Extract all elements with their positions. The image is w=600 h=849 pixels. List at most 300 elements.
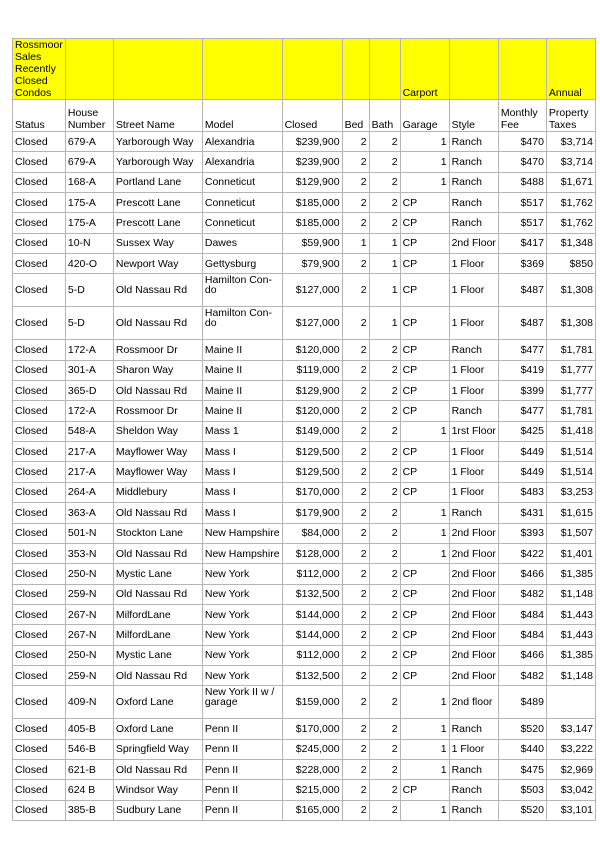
cell-garage: CP: [400, 213, 449, 233]
cell-model: Conneticut: [202, 213, 282, 233]
table-row: [13, 360, 596, 380]
cell-status: Closed: [13, 421, 66, 441]
cell-property-taxes: $1,308: [546, 274, 595, 307]
cell-closed-price: $120,000: [282, 340, 342, 360]
table-row: [13, 442, 596, 462]
cell-status: Closed: [13, 800, 66, 820]
cell-model: Penn II: [202, 719, 282, 739]
cell-bath: 2: [369, 462, 400, 482]
cell-property-taxes: $1,148: [546, 665, 595, 685]
col-street-name: Street Name: [113, 100, 202, 132]
cell-model: Maine II: [202, 360, 282, 380]
cell-closed-price: $165,000: [282, 800, 342, 820]
cell-bath: 2: [369, 132, 400, 152]
cell-garage: CP: [400, 584, 449, 604]
cell-style: 1rst Floor: [449, 421, 498, 441]
cell-bath: 2: [369, 523, 400, 543]
cell-property-taxes: [546, 686, 595, 719]
cell-house-number: 264-A: [65, 482, 113, 502]
table-row: [13, 421, 596, 441]
table-row: [13, 340, 596, 360]
title-cell: Rossmoor Sales Recently Closed Condos: [13, 39, 66, 100]
table-row: [13, 172, 596, 192]
cell-house-number: 353-N: [65, 543, 113, 563]
cell-closed-price: $79,900: [282, 254, 342, 274]
cell-monthly-fee: $419: [498, 360, 546, 380]
cell-bed: 2: [342, 152, 369, 172]
cell-house-number: 420-O: [65, 254, 113, 274]
cell-property-taxes: $3,101: [546, 800, 595, 820]
cell-garage: CP: [400, 442, 449, 462]
cell-bed: 2: [342, 584, 369, 604]
cell-garage: CP: [400, 307, 449, 340]
cell-street-name: Sussex Way: [113, 233, 202, 253]
cell-bath: 2: [369, 604, 400, 624]
cell-property-taxes: $1,781: [546, 340, 595, 360]
cell-status: Closed: [13, 686, 66, 719]
cell-bed: 2: [342, 800, 369, 820]
cell-style: 2nd Floor: [449, 543, 498, 563]
cell-house-number: 679-A: [65, 132, 113, 152]
cell-bed: 2: [342, 442, 369, 462]
cell-monthly-fee: $488: [498, 172, 546, 192]
cell-monthly-fee: $470: [498, 152, 546, 172]
cell-street-name: Newport Way: [113, 254, 202, 274]
cell-garage: CP: [400, 401, 449, 421]
cell-style: Ranch: [449, 719, 498, 739]
cell-street-name: Mayflower Way: [113, 442, 202, 462]
cell-model: Gettysburg: [202, 254, 282, 274]
cell-bath: 2: [369, 665, 400, 685]
cell-monthly-fee: $369: [498, 254, 546, 274]
cell-closed-price: $144,000: [282, 604, 342, 624]
cell-bed: 2: [342, 421, 369, 441]
table-row: [13, 401, 596, 421]
table-row: [13, 686, 596, 719]
table-row: [13, 800, 596, 820]
col-monthly-fee: Monthly Fee: [498, 100, 546, 132]
cell-status: Closed: [13, 739, 66, 759]
cell-style: 2nd Floor: [449, 523, 498, 543]
cell-property-taxes: $3,042: [546, 780, 595, 800]
cell-street-name: Stockton Lane: [113, 523, 202, 543]
cell-property-taxes: $2,969: [546, 759, 595, 779]
cell-street-name: Yarborough Way: [113, 132, 202, 152]
cell-garage: 1: [400, 543, 449, 563]
cell-style: 1 Floor: [449, 360, 498, 380]
cell-closed-price: $119,000: [282, 360, 342, 380]
carport-label: Carport: [400, 39, 449, 100]
table-row: [13, 233, 596, 253]
cell-property-taxes: $1,777: [546, 360, 595, 380]
cell-bath: 2: [369, 482, 400, 502]
cell-closed-price: $245,000: [282, 739, 342, 759]
cell-status: Closed: [13, 442, 66, 462]
cell-street-name: Middlebury: [113, 482, 202, 502]
cell-monthly-fee: $484: [498, 625, 546, 645]
cell-style: Ranch: [449, 759, 498, 779]
col-bath: Bath: [369, 100, 400, 132]
cell-street-name: Old Nassau Rd: [113, 584, 202, 604]
cell-garage: 1: [400, 172, 449, 192]
cell-bath: 2: [369, 213, 400, 233]
table-row: [13, 564, 596, 584]
cell-monthly-fee: $487: [498, 274, 546, 307]
cell-style: 1 Floor: [449, 442, 498, 462]
cell-closed-price: $127,000: [282, 307, 342, 340]
cell-garage: CP: [400, 193, 449, 213]
cell-closed-price: $112,000: [282, 564, 342, 584]
cell-status: Closed: [13, 482, 66, 502]
cell-status: Closed: [13, 152, 66, 172]
cell-bed: 2: [342, 307, 369, 340]
cell-garage: 1: [400, 739, 449, 759]
cell-bed: 2: [342, 543, 369, 563]
cell-monthly-fee: $484: [498, 604, 546, 624]
cell-bed: 2: [342, 739, 369, 759]
cell-status: Closed: [13, 719, 66, 739]
cell-house-number: 259-N: [65, 584, 113, 604]
cell-bath: 2: [369, 584, 400, 604]
cell-garage: CP: [400, 233, 449, 253]
table-row: [13, 152, 596, 172]
cell-bed: 2: [342, 759, 369, 779]
cell-house-number: 172-A: [65, 340, 113, 360]
cell-monthly-fee: $431: [498, 503, 546, 523]
cell-street-name: MilfordLane: [113, 604, 202, 624]
cell-property-taxes: $1,401: [546, 543, 595, 563]
cell-house-number: 679-A: [65, 152, 113, 172]
cell-status: Closed: [13, 193, 66, 213]
cell-bath: 2: [369, 780, 400, 800]
cell-model: Mass I: [202, 442, 282, 462]
table-row: [13, 274, 596, 307]
cell-garage: 1: [400, 686, 449, 719]
cell-house-number: 365-D: [65, 381, 113, 401]
cell-status: Closed: [13, 780, 66, 800]
cell-closed-price: $149,000: [282, 421, 342, 441]
cell-model: Hamilton Con-do: [202, 307, 282, 340]
cell-street-name: Oxford Lane: [113, 719, 202, 739]
cell-closed-price: $185,000: [282, 213, 342, 233]
cell-model: Maine II: [202, 340, 282, 360]
title-row: [13, 39, 596, 100]
cell-property-taxes: $3,253: [546, 482, 595, 502]
cell-bed: 2: [342, 462, 369, 482]
cell-garage: 1: [400, 503, 449, 523]
cell-street-name: Sharon Way: [113, 360, 202, 380]
cell-status: Closed: [13, 543, 66, 563]
table-row: [13, 665, 596, 685]
cell-bed: 2: [342, 254, 369, 274]
cell-garage: CP: [400, 462, 449, 482]
cell-bed: 2: [342, 780, 369, 800]
cell-house-number: 5-D: [65, 274, 113, 307]
cell-garage: CP: [400, 780, 449, 800]
cell-closed-price: $132,500: [282, 665, 342, 685]
cell-style: 1 Floor: [449, 274, 498, 307]
cell-bed: 2: [342, 482, 369, 502]
cell-house-number: 301-A: [65, 360, 113, 380]
cell-street-name: Sudbury Lane: [113, 800, 202, 820]
cell-closed-price: $239,900: [282, 152, 342, 172]
cell-closed-price: $129,500: [282, 442, 342, 462]
col-property-taxes: Property Taxes: [546, 100, 595, 132]
cell-status: Closed: [13, 381, 66, 401]
cell-model: New York: [202, 645, 282, 665]
table-row: [13, 132, 596, 152]
cell-status: Closed: [13, 462, 66, 482]
cell-house-number: 409-N: [65, 686, 113, 719]
cell-status: Closed: [13, 360, 66, 380]
cell-model: New York: [202, 584, 282, 604]
sales-table: [12, 38, 596, 821]
cell-monthly-fee: $466: [498, 645, 546, 665]
cell-model: Maine II: [202, 401, 282, 421]
cell-property-taxes: $1,777: [546, 381, 595, 401]
table-row: [13, 604, 596, 624]
cell-status: Closed: [13, 307, 66, 340]
cell-status: Closed: [13, 759, 66, 779]
cell-house-number: 259-N: [65, 665, 113, 685]
cell-model: New York: [202, 625, 282, 645]
col-garage: Garage: [400, 100, 449, 132]
cell-style: 1 Floor: [449, 307, 498, 340]
cell-street-name: Springfield Way: [113, 739, 202, 759]
cell-model: Penn II: [202, 800, 282, 820]
cell-house-number: 546-B: [65, 739, 113, 759]
cell-model: Conneticut: [202, 172, 282, 192]
cell-model: Mass 1: [202, 421, 282, 441]
cell-house-number: 175-A: [65, 193, 113, 213]
cell-bath: 2: [369, 686, 400, 719]
cell-property-taxes: $3,714: [546, 152, 595, 172]
cell-garage: CP: [400, 254, 449, 274]
cell-closed-price: $129,500: [282, 462, 342, 482]
cell-bath: 1: [369, 307, 400, 340]
cell-model: Alexandria: [202, 152, 282, 172]
cell-status: Closed: [13, 523, 66, 543]
cell-monthly-fee: $482: [498, 665, 546, 685]
cell-style: Ranch: [449, 780, 498, 800]
cell-property-taxes: $850: [546, 254, 595, 274]
cell-style: Ranch: [449, 340, 498, 360]
cell-house-number: 217-A: [65, 462, 113, 482]
cell-bath: 2: [369, 543, 400, 563]
cell-house-number: 250-N: [65, 645, 113, 665]
table-row: [13, 719, 596, 739]
cell-closed-price: $128,000: [282, 543, 342, 563]
cell-bath: 2: [369, 152, 400, 172]
cell-style: 2nd floor: [449, 686, 498, 719]
cell-monthly-fee: $393: [498, 523, 546, 543]
cell-closed-price: $228,000: [282, 759, 342, 779]
cell-house-number: 405-B: [65, 719, 113, 739]
cell-style: 2nd Floor: [449, 625, 498, 645]
cell-bed: 2: [342, 665, 369, 685]
cell-garage: 1: [400, 759, 449, 779]
cell-bath: 2: [369, 401, 400, 421]
cell-closed-price: $59,900: [282, 233, 342, 253]
cell-bath: 2: [369, 360, 400, 380]
cell-closed-price: $144,000: [282, 625, 342, 645]
cell-monthly-fee: $517: [498, 213, 546, 233]
cell-property-taxes: $1,507: [546, 523, 595, 543]
cell-street-name: Prescott Lane: [113, 213, 202, 233]
cell-street-name: Rossmoor Dr: [113, 340, 202, 360]
cell-bath: 2: [369, 759, 400, 779]
table-row: [13, 307, 596, 340]
cell-style: 2nd Floor: [449, 233, 498, 253]
cell-closed-price: $170,000: [282, 482, 342, 502]
cell-style: 1 Floor: [449, 381, 498, 401]
cell-status: Closed: [13, 401, 66, 421]
cell-monthly-fee: $466: [498, 564, 546, 584]
cell-monthly-fee: $422: [498, 543, 546, 563]
cell-house-number: 501-N: [65, 523, 113, 543]
cell-bed: 2: [342, 645, 369, 665]
cell-style: 2nd Floor: [449, 645, 498, 665]
cell-garage: 1: [400, 421, 449, 441]
cell-style: 2nd Floor: [449, 665, 498, 685]
col-bed: Bed: [342, 100, 369, 132]
cell-monthly-fee: $487: [498, 307, 546, 340]
cell-monthly-fee: $417: [498, 233, 546, 253]
cell-house-number: 548-A: [65, 421, 113, 441]
cell-bed: 1: [342, 233, 369, 253]
cell-monthly-fee: $483: [498, 482, 546, 502]
cell-street-name: Old Nassau Rd: [113, 381, 202, 401]
cell-street-name: Mayflower Way: [113, 462, 202, 482]
cell-style: Ranch: [449, 800, 498, 820]
table-row: [13, 482, 596, 502]
cell-house-number: 624 B: [65, 780, 113, 800]
table-row: [13, 254, 596, 274]
cell-model: Mass I: [202, 482, 282, 502]
cell-street-name: Windsor Way: [113, 780, 202, 800]
cell-property-taxes: $1,762: [546, 193, 595, 213]
cell-model: Penn II: [202, 759, 282, 779]
table-row: [13, 381, 596, 401]
cell-closed-price: $159,000: [282, 686, 342, 719]
cell-property-taxes: $1,308: [546, 307, 595, 340]
cell-house-number: 363-A: [65, 503, 113, 523]
cell-style: Ranch: [449, 132, 498, 152]
cell-closed-price: $129,900: [282, 381, 342, 401]
cell-bath: 2: [369, 442, 400, 462]
cell-garage: CP: [400, 604, 449, 624]
cell-street-name: Rossmoor Dr: [113, 401, 202, 421]
cell-property-taxes: $1,514: [546, 462, 595, 482]
table-row: [13, 503, 596, 523]
cell-street-name: Portland Lane: [113, 172, 202, 192]
cell-bath: 2: [369, 645, 400, 665]
cell-style: Ranch: [449, 152, 498, 172]
col-status: Status: [13, 100, 66, 132]
col-model: Model: [202, 100, 282, 132]
cell-status: Closed: [13, 254, 66, 274]
cell-bed: 2: [342, 274, 369, 307]
cell-street-name: Sheldon Way: [113, 421, 202, 441]
cell-model: Penn II: [202, 780, 282, 800]
cell-street-name: Mystic Lane: [113, 645, 202, 665]
table-row: [13, 739, 596, 759]
cell-model: Mass I: [202, 462, 282, 482]
cell-property-taxes: $1,762: [546, 213, 595, 233]
cell-bath: 2: [369, 719, 400, 739]
cell-house-number: 10-N: [65, 233, 113, 253]
cell-street-name: Old Nassau Rd: [113, 503, 202, 523]
cell-bath: 2: [369, 421, 400, 441]
table-row: [13, 645, 596, 665]
cell-bed: 2: [342, 604, 369, 624]
cell-property-taxes: $1,443: [546, 625, 595, 645]
cell-closed-price: $170,000: [282, 719, 342, 739]
cell-house-number: 172-A: [65, 401, 113, 421]
cell-house-number: 267-N: [65, 625, 113, 645]
cell-status: Closed: [13, 584, 66, 604]
cell-garage: CP: [400, 482, 449, 502]
cell-bed: 2: [342, 625, 369, 645]
cell-property-taxes: $1,514: [546, 442, 595, 462]
cell-property-taxes: $1,385: [546, 564, 595, 584]
cell-style: 2nd Floor: [449, 564, 498, 584]
cell-bed: 2: [342, 340, 369, 360]
cell-monthly-fee: $477: [498, 401, 546, 421]
cell-closed-price: $239,900: [282, 132, 342, 152]
cell-model: New York II w / garage: [202, 686, 282, 719]
cell-bath: 1: [369, 254, 400, 274]
cell-style: Ranch: [449, 213, 498, 233]
cell-street-name: Mystic Lane: [113, 564, 202, 584]
cell-style: 2nd Floor: [449, 584, 498, 604]
cell-monthly-fee: $449: [498, 442, 546, 462]
cell-street-name: Old Nassau Rd: [113, 665, 202, 685]
col-house-number: House Number: [65, 100, 113, 132]
cell-property-taxes: $1,781: [546, 401, 595, 421]
cell-style: 1 Floor: [449, 739, 498, 759]
cell-bath: 2: [369, 564, 400, 584]
cell-property-taxes: $3,222: [546, 739, 595, 759]
cell-model: Mass I: [202, 503, 282, 523]
cell-bed: 2: [342, 360, 369, 380]
table-row: [13, 462, 596, 482]
table-row: [13, 543, 596, 563]
cell-garage: CP: [400, 340, 449, 360]
cell-bath: 2: [369, 503, 400, 523]
cell-monthly-fee: $520: [498, 800, 546, 820]
annual-label: Annual: [546, 39, 595, 100]
cell-closed-price: $84,000: [282, 523, 342, 543]
cell-model: New York: [202, 564, 282, 584]
cell-garage: CP: [400, 645, 449, 665]
cell-street-name: Old Nassau Rd: [113, 759, 202, 779]
cell-status: Closed: [13, 625, 66, 645]
cell-monthly-fee: $503: [498, 780, 546, 800]
cell-property-taxes: $1,418: [546, 421, 595, 441]
cell-bath: 1: [369, 233, 400, 253]
cell-status: Closed: [13, 340, 66, 360]
cell-monthly-fee: $470: [498, 132, 546, 152]
cell-status: Closed: [13, 604, 66, 624]
cell-street-name: Oxford Lane: [113, 686, 202, 719]
cell-property-taxes: $1,348: [546, 233, 595, 253]
cell-house-number: 217-A: [65, 442, 113, 462]
cell-style: Ranch: [449, 503, 498, 523]
cell-property-taxes: $1,148: [546, 584, 595, 604]
cell-property-taxes: $1,671: [546, 172, 595, 192]
cell-garage: CP: [400, 381, 449, 401]
